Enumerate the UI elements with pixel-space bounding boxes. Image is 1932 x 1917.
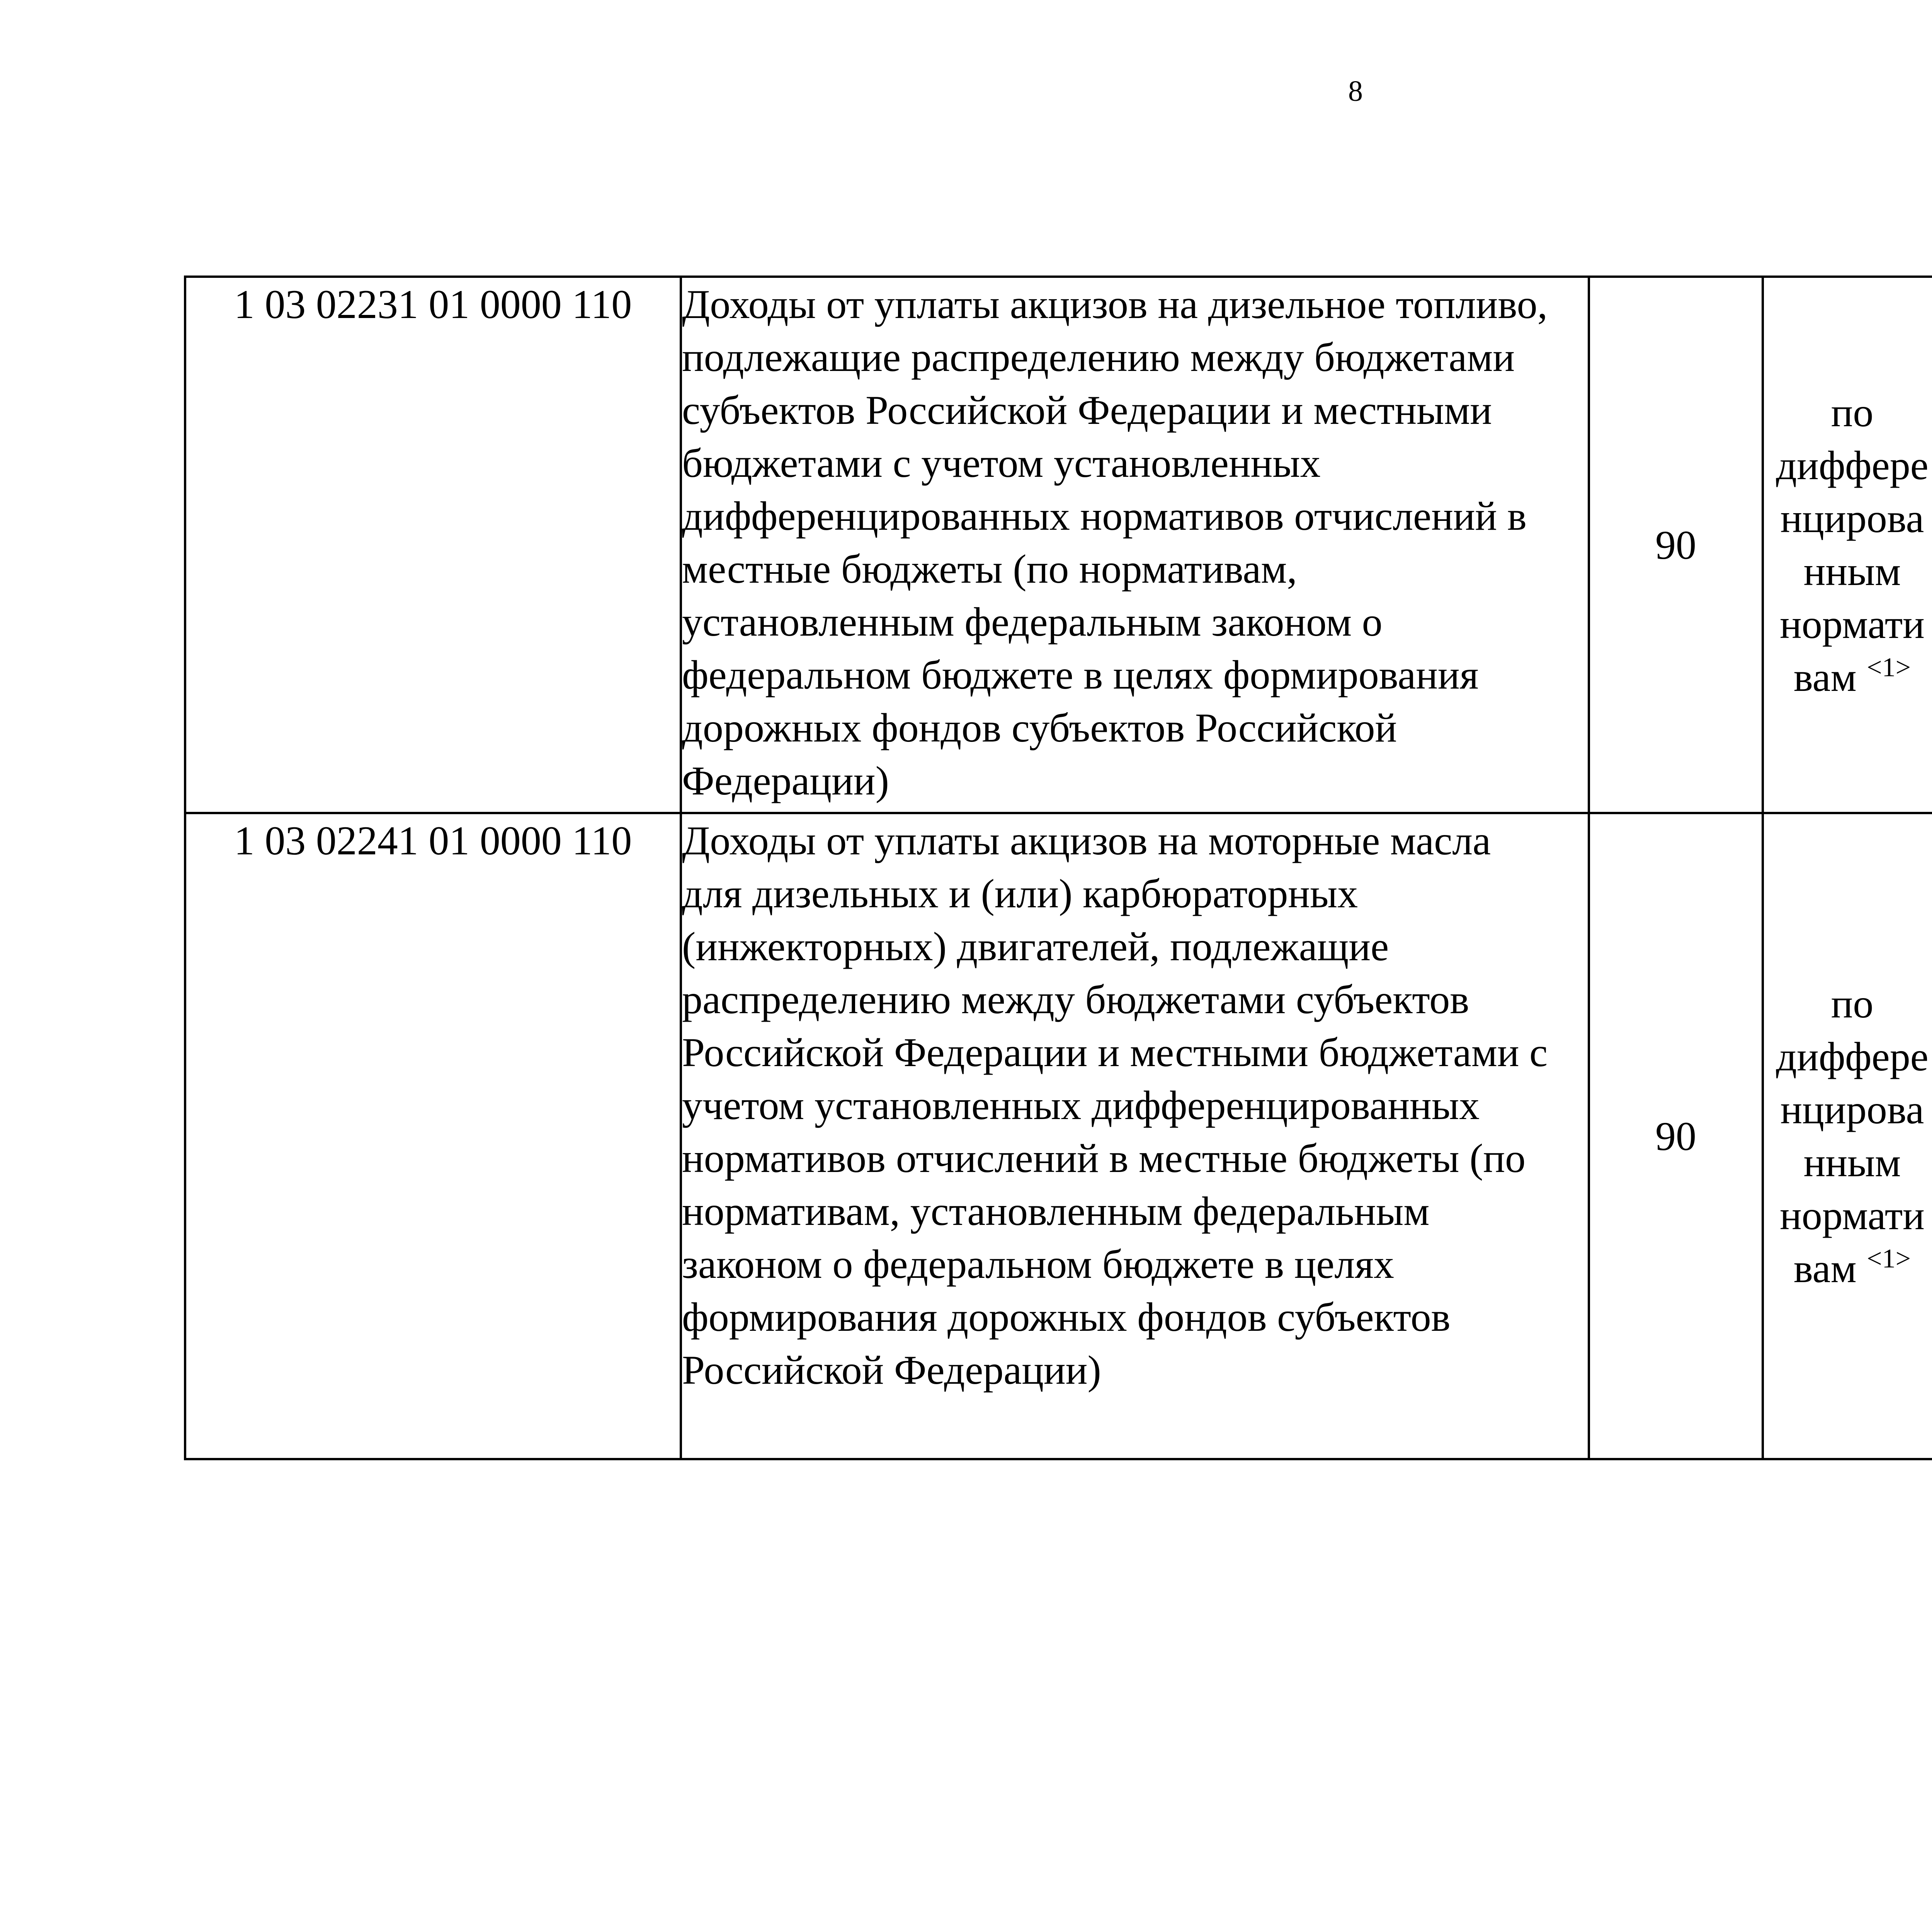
footnote-ref: <1> xyxy=(1867,1244,1911,1274)
norm-text: диффере xyxy=(1776,443,1929,488)
name-line: подлежащие распределению между бюджетами xyxy=(682,335,1515,380)
name-line: распределению между бюджетами субъектов xyxy=(682,977,1469,1022)
name-line: нормативам, установленным федеральным xyxy=(682,1189,1430,1234)
revenue-table xyxy=(184,276,1932,1460)
name-line: Российской Федерации) xyxy=(682,1347,1101,1393)
name-line: Доходы от уплаты акцизов на дизельное топливо, xyxy=(682,282,1548,327)
name-line: формирования дорожных фондов субъектов xyxy=(682,1294,1451,1340)
norm-text xyxy=(1764,1242,1932,1295)
federal-norm-value: 90 xyxy=(1589,277,1763,813)
norm-text-end: вам xyxy=(1793,655,1857,700)
name-line: субъектов Российской Федерации и местными xyxy=(682,388,1492,433)
norm-text: нцирова xyxy=(1780,496,1924,541)
revenue-name xyxy=(681,277,1589,813)
norm-cell-a xyxy=(1763,277,1932,813)
norm-cell-a xyxy=(1763,813,1932,1459)
table-row xyxy=(185,277,1932,813)
name-line: федеральном бюджете в целях формирования xyxy=(682,652,1479,697)
name-line: Федерации) xyxy=(682,758,889,803)
norm-text xyxy=(1764,651,1932,704)
name-line: нормативов отчислений в местные бюджеты (по xyxy=(682,1136,1526,1181)
revenue-name xyxy=(681,813,1589,1459)
page-number: 8 xyxy=(1348,75,1363,107)
name-line: дорожных фондов субъектов Российской xyxy=(682,705,1397,750)
table-row xyxy=(185,813,1932,1459)
name-line: бюджетами с учетом установленных xyxy=(682,441,1321,486)
name-line: Российской Федерации и местными бюджетами с xyxy=(682,1030,1548,1075)
norm-text: нормати xyxy=(1780,602,1925,647)
name-line: (инжекторных) двигателей, подлежащие xyxy=(682,924,1389,969)
name-line: дифференцированных нормативов отчислений в xyxy=(682,493,1527,539)
name-line: законом о федеральном бюджете в целях xyxy=(682,1242,1395,1287)
footnote-ref: <1> xyxy=(1867,653,1911,682)
norm-text: по xyxy=(1831,981,1874,1026)
norm-text: нным xyxy=(1803,549,1901,594)
norm-text: нцирова xyxy=(1780,1087,1924,1132)
name-line: Доходы от уплаты акцизов на моторные масла xyxy=(682,818,1491,863)
name-line: учетом установленных дифференцированных xyxy=(682,1083,1480,1128)
norm-text: диффере xyxy=(1776,1034,1929,1079)
revenue-code: 1 03 02241 01 0000 110 xyxy=(185,813,681,1459)
norm-text: нормати xyxy=(1780,1193,1925,1238)
norm-text: по xyxy=(1831,390,1874,435)
name-line: установленным федеральным законом о xyxy=(682,599,1383,645)
name-line: для дизельных и (или) карбюраторных xyxy=(682,871,1358,916)
federal-norm-value: 90 xyxy=(1589,813,1763,1459)
name-line: местные бюджеты (по нормативам, xyxy=(682,546,1297,592)
norm-text-end: вам xyxy=(1793,1246,1857,1291)
norm-text: нным xyxy=(1803,1140,1901,1185)
revenue-code: 1 03 02231 01 0000 110 xyxy=(185,277,681,813)
